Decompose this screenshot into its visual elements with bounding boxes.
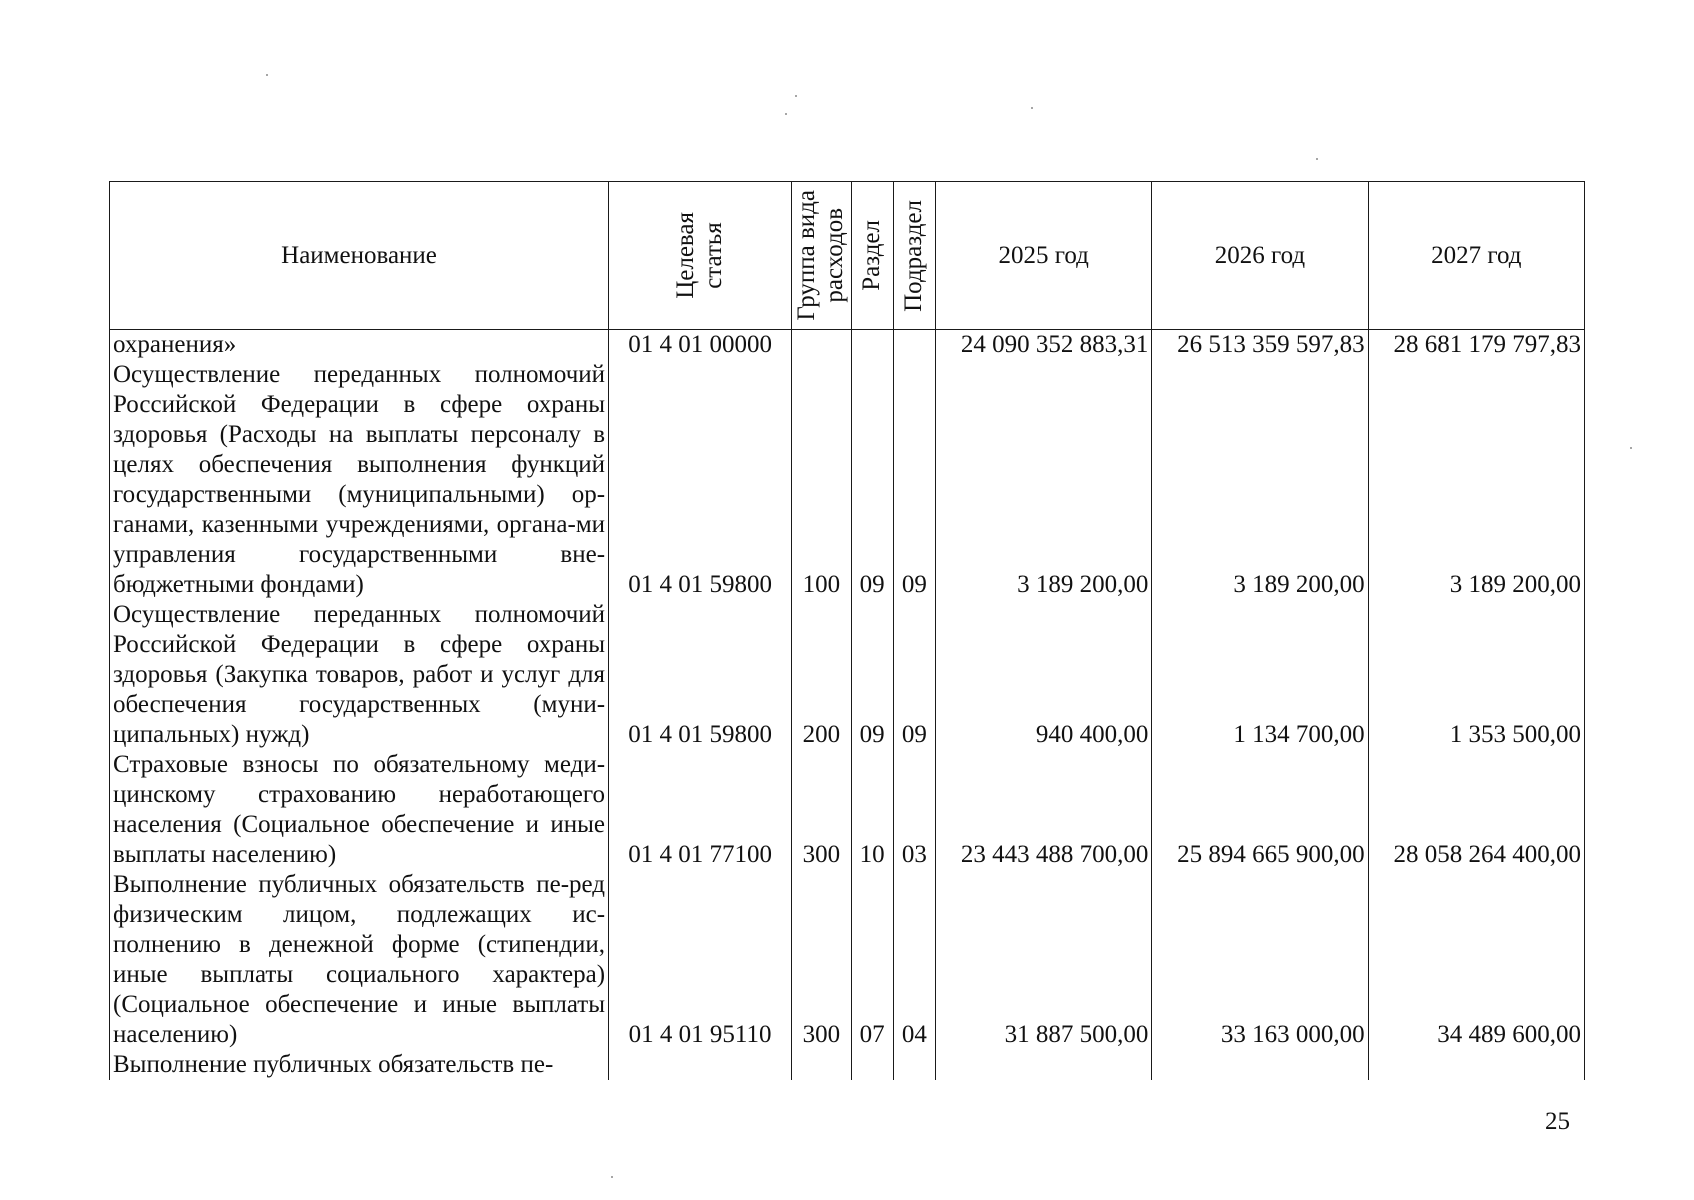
row-2027: 3 189 200,00 <box>1368 360 1584 600</box>
row-2025: 24 090 352 883,31 <box>936 330 1152 361</box>
row-target <box>609 1050 792 1080</box>
scan-speck <box>785 113 787 115</box>
row-subsection: 09 <box>893 600 935 750</box>
header-target-line-2: статья <box>700 222 728 289</box>
row-subsection: 04 <box>893 870 935 1050</box>
row-2025: 23 443 488 700,00 <box>936 750 1152 870</box>
row-name: Выполнение публичных обязательств пе-ред физическим лицом, подлежащих ис-полнению в денежной форме (стипендии, иные выплаты социального характера) (Социальное обеспечение и иные выплаты населению) <box>110 870 609 1050</box>
row-section: 09 <box>851 360 893 600</box>
row-section: 09 <box>851 600 893 750</box>
row-subsection: 03 <box>893 750 935 870</box>
header-2027-label: 2027 год <box>1431 241 1522 269</box>
row-group: 300 <box>792 870 851 1050</box>
header-name-label: Наименование <box>281 241 437 269</box>
table-row <box>110 870 1585 1050</box>
row-2027: 28 058 264 400,00 <box>1368 750 1584 870</box>
table-row <box>110 600 1585 750</box>
row-2025: 31 887 500,00 <box>936 870 1152 1050</box>
row-section <box>851 330 893 361</box>
row-target: 01 4 01 00000 <box>609 330 792 361</box>
table-header-row <box>110 182 1585 330</box>
row-section <box>851 1050 893 1080</box>
row-2025 <box>936 1050 1152 1080</box>
header-2027 <box>1368 182 1584 330</box>
row-subsection <box>893 1050 935 1080</box>
row-group <box>792 1050 851 1080</box>
row-group: 100 <box>792 360 851 600</box>
row-name: Страховые взносы по обязательному меди-цинскому страхованию неработающего населения (Социальное обеспечение и иные выплаты населению) <box>110 750 609 870</box>
budget-table <box>109 181 1585 1080</box>
row-name: Выполнение публичных обязательств пе- <box>110 1050 609 1080</box>
page-number: 25 <box>1545 1108 1570 1135</box>
row-2027: 28 681 179 797,83 <box>1368 330 1584 361</box>
header-section <box>851 182 893 330</box>
row-2027: 1 353 500,00 <box>1368 600 1584 750</box>
scan-speck <box>1630 447 1632 449</box>
scan-speck <box>1316 158 1318 160</box>
header-2025-label: 2025 год <box>998 241 1089 269</box>
row-target: 01 4 01 59800 <box>609 600 792 750</box>
row-name: охранения» <box>110 330 609 361</box>
header-group-line-2: расходов <box>821 208 849 303</box>
table-row <box>110 360 1585 600</box>
header-subsection-label: Подраздел <box>900 199 928 312</box>
header-subsection <box>893 182 935 330</box>
row-2026: 26 513 359 597,83 <box>1152 330 1368 361</box>
row-2025: 940 400,00 <box>936 600 1152 750</box>
table-row <box>110 330 1585 361</box>
row-name: Осуществление переданных полномочий Российской Федерации в сфере охраны здоровья (Расходы на выплаты персоналу в целях обеспечения выполнения функций государственными (муниципальными) ор-ганами, казенными учреждениями, органа-ми управления государственными вне-бюджетными фондами) <box>110 360 609 600</box>
row-target: 01 4 01 95110 <box>609 870 792 1050</box>
header-target-line-1: Целевая <box>672 212 700 299</box>
header-2025 <box>936 182 1152 330</box>
row-name: Осуществление переданных полномочий Российской Федерации в сфере охраны здоровья (Закупка товаров, работ и услуг для обеспечения государственных (муни-ципальных) нужд) <box>110 600 609 750</box>
row-subsection: 09 <box>893 360 935 600</box>
row-2026: 25 894 665 900,00 <box>1152 750 1368 870</box>
row-group: 200 <box>792 600 851 750</box>
row-2026 <box>1152 1050 1368 1080</box>
row-2026: 33 163 000,00 <box>1152 870 1368 1050</box>
row-group <box>792 330 851 361</box>
row-section: 07 <box>851 870 893 1050</box>
table-row <box>110 750 1585 870</box>
row-2027 <box>1368 1050 1584 1080</box>
table-row <box>110 1050 1585 1080</box>
header-name <box>110 182 609 330</box>
row-group: 300 <box>792 750 851 870</box>
header-group <box>792 182 851 330</box>
header-2026-label: 2026 год <box>1214 241 1306 269</box>
header-group-line-1: Группа вида <box>793 190 821 321</box>
header-2026 <box>1152 182 1368 330</box>
row-section: 10 <box>851 750 893 870</box>
scan-speck <box>1031 107 1033 109</box>
row-2026: 3 189 200,00 <box>1152 360 1368 600</box>
header-section-label: Раздел <box>858 220 886 291</box>
row-2027: 34 489 600,00 <box>1368 870 1584 1050</box>
scan-speck <box>611 1176 613 1178</box>
row-target: 01 4 01 59800 <box>609 360 792 600</box>
row-subsection <box>893 330 935 361</box>
row-target: 01 4 01 77100 <box>609 750 792 870</box>
header-target <box>609 182 792 330</box>
scan-speck <box>266 74 268 76</box>
row-2025: 3 189 200,00 <box>936 360 1152 600</box>
scan-speck <box>795 95 797 97</box>
row-2026: 1 134 700,00 <box>1152 600 1368 750</box>
